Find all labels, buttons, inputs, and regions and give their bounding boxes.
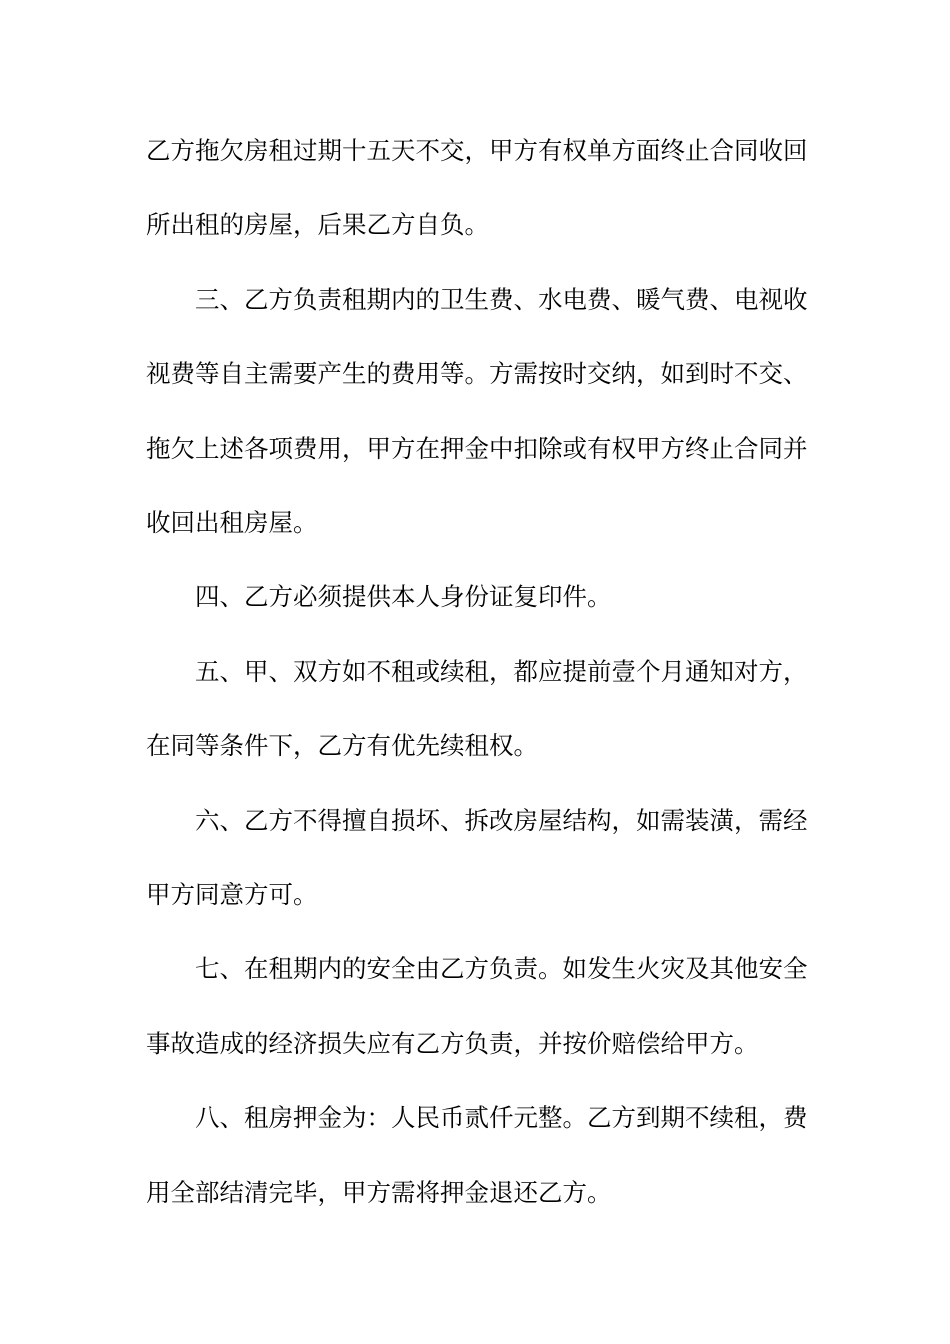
text-line: 拖欠上述各项费用，甲方在押金中扣除或有权甲方终止合同并: [146, 433, 808, 463]
paragraph-clause-8: [146, 1081, 806, 1230]
paragraph-rent-arrears: [146, 114, 806, 263]
paragraph-clause-6: [146, 784, 806, 933]
text-line: 八、租房押金为：人民币贰仟元整。乙方到期不续租，费: [195, 1103, 808, 1133]
text-line: 视费等自主需要产生的费用等。方需按时交纳，如到时不交、: [146, 359, 808, 389]
text-line: 三、乙方负责租期内的卫生费、水电费、暖气费、电视收: [195, 284, 808, 314]
text-line: 收回出租房屋。: [146, 508, 318, 538]
text-line: 乙方拖欠房租过期十五天不交，甲方有权单方面终止合同收回: [146, 136, 808, 165]
text-line: 在同等条件下，乙方有优先续租权。: [146, 731, 538, 761]
text-line: 五、甲、双方如不租或续租，都应提前壹个月通知对方，: [195, 656, 808, 686]
text-line: 四、乙方必须提供本人身份证复印件。: [195, 582, 612, 612]
text-line: 六、乙方不得擅自损坏、拆改房屋结构，如需装潢，需经: [195, 805, 808, 835]
text-line: 七、在租期内的安全由乙方负责。如发生火灾及其他安全: [195, 954, 808, 984]
paragraph-clause-5: [146, 635, 806, 784]
text-line: 所出租的房屋，后果乙方自负。: [146, 210, 489, 240]
paragraph-clause-3: [146, 263, 806, 561]
text-line: 甲方同意方可。: [146, 880, 318, 910]
document-body: [146, 114, 806, 1230]
paragraph-clause-4: [146, 560, 806, 634]
text-line: 事故造成的经济损失应有乙方负责，并按价赔偿给甲方。: [146, 1028, 759, 1058]
text-line: 用全部结清完毕，甲方需将押金退还乙方。: [146, 1177, 612, 1207]
paragraph-clause-7: [146, 932, 806, 1081]
